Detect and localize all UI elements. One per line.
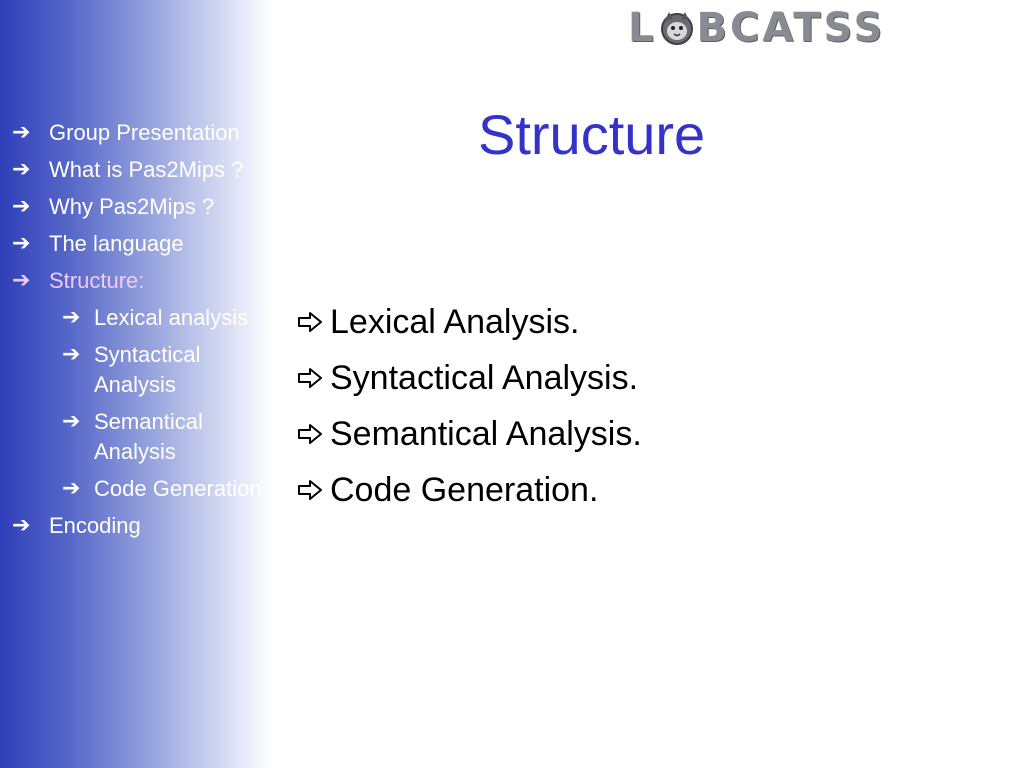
bullet-text: Code Generation. — [330, 471, 599, 509]
sidebar-nav — [0, 118, 272, 548]
sidebar-item-label: The language — [49, 231, 184, 256]
arrow-right-icon: ➔ — [62, 476, 81, 501]
sidebar-item-label: Lexical analysis — [94, 305, 249, 330]
sidebar-subitem-semantical-analysis[interactable] — [0, 407, 264, 467]
arrow-right-icon: ➔ — [12, 268, 31, 293]
logo-text-left: L — [628, 5, 657, 51]
sidebar-item-label: Semantical Analysis — [94, 409, 203, 464]
sidebar-subitem-lexical-analysis[interactable] — [0, 303, 264, 333]
sidebar-item-label: Syntactical Analysis — [94, 342, 201, 397]
outline-arrow-icon — [296, 308, 324, 336]
outline-arrow-icon — [296, 364, 324, 392]
sidebar-item-label: Code Generation — [94, 476, 262, 501]
sidebar-item-label: Group Presentation — [49, 120, 240, 145]
bullet-item — [296, 412, 642, 456]
sidebar-subitem-code-generation[interactable] — [0, 474, 264, 504]
slide-title: Structure — [478, 103, 706, 166]
sidebar-item-label: What is Pas2Mips ? — [49, 157, 244, 182]
wildcat-head-icon — [659, 10, 695, 46]
arrow-right-icon: ➔ — [12, 157, 31, 182]
arrow-right-icon: ➔ — [62, 305, 81, 330]
bullet-text: Lexical Analysis. — [330, 303, 580, 341]
sidebar-item-label: Structure: — [49, 268, 145, 293]
lobcatss-logo — [628, 5, 886, 51]
arrow-right-icon: ➔ — [62, 409, 81, 434]
arrow-right-icon: ➔ — [12, 120, 31, 145]
sidebar-item-label: Why Pas2Mips ? — [49, 194, 215, 219]
arrow-right-icon: ➔ — [12, 513, 31, 538]
bullet-item — [296, 300, 642, 344]
sidebar-subitem-syntactical-analysis[interactable] — [0, 340, 264, 400]
sidebar-item-what-is-pas2mips[interactable] — [0, 155, 264, 185]
outline-arrow-icon — [296, 476, 324, 504]
outline-arrow-icon — [296, 420, 324, 448]
logo-text-right: BCATSS — [696, 5, 886, 51]
bullet-text: Syntactical Analysis. — [330, 359, 639, 397]
arrow-right-icon: ➔ — [62, 342, 81, 367]
bullet-text: Semantical Analysis. — [330, 415, 642, 453]
arrow-right-icon: ➔ — [12, 194, 31, 219]
sidebar-item-the-language[interactable] — [0, 229, 264, 259]
arrow-right-icon: ➔ — [12, 231, 31, 256]
sidebar-item-label: Encoding — [49, 513, 141, 538]
bullet-list — [296, 300, 642, 524]
sidebar-item-why-pas2mips[interactable] — [0, 192, 264, 222]
sidebar — [0, 0, 272, 768]
sidebar-item-group-presentation[interactable] — [0, 118, 264, 148]
bullet-item — [296, 356, 642, 400]
bullet-item — [296, 468, 642, 512]
sidebar-item-structure[interactable] — [0, 266, 264, 296]
sidebar-item-encoding[interactable] — [0, 511, 264, 541]
